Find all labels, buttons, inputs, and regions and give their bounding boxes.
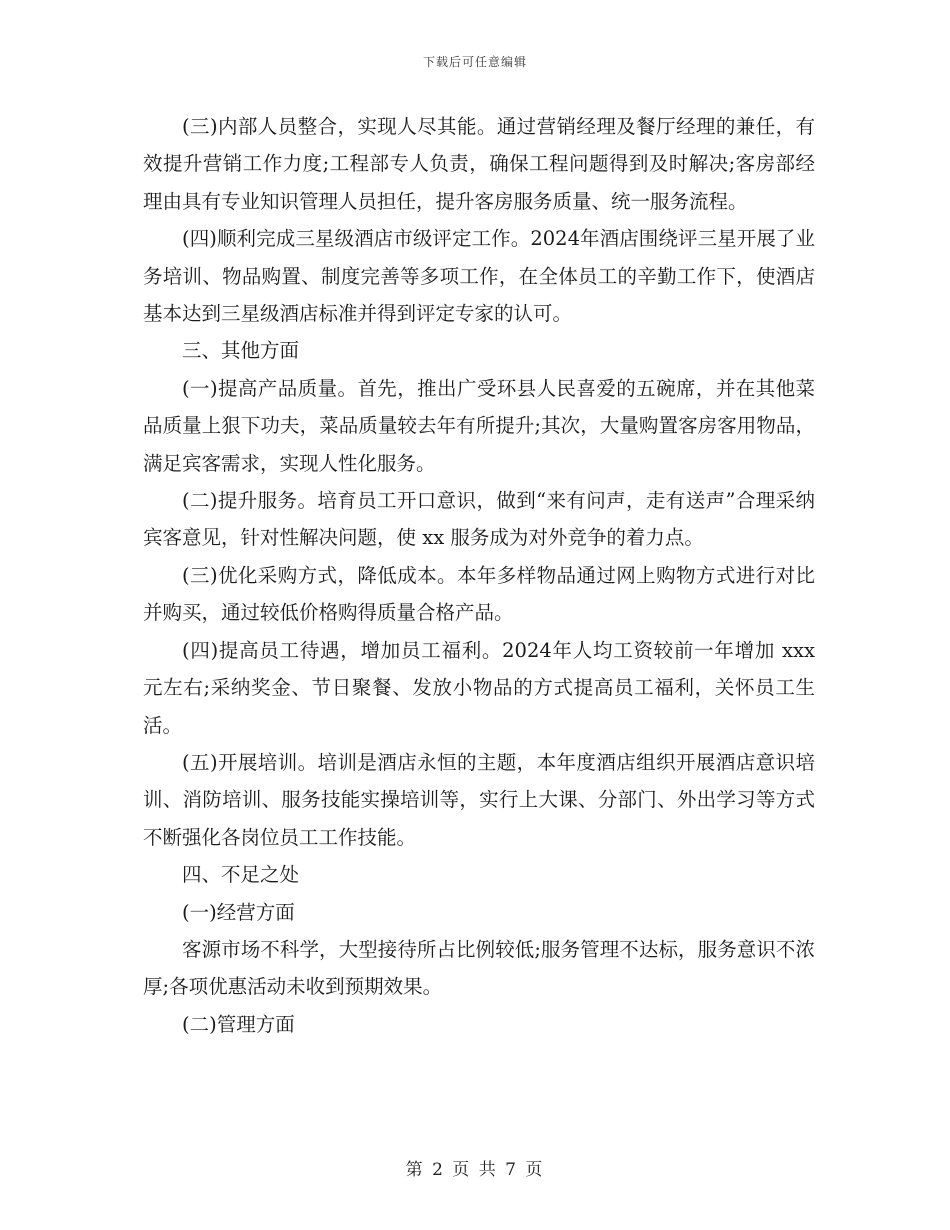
page-number: 第 2 页 共 7 页 xyxy=(405,1160,545,1180)
section-heading-other: 三、其他方面 xyxy=(182,339,300,363)
paragraph-internal-staff: (三)内部人员整合，实现人尽其能。通过营销经理及餐厅经理的兼任，有效提升营销工作力度;工程部专人负责，确保工程问题得到及时解决;客房部经理由具有专业知识管理人员担任，提升客房服务质量、统一服务流程。 xyxy=(143,115,815,213)
paragraph-training: (五)开展培训。培训是酒店永恒的主题，本年度酒店组织开展酒店意识培训、消防培训、服务技能实操培训等，实行上大课、分部门、外出学习等方式不断强化各岗位员工工作技能。 xyxy=(143,750,815,849)
document-body xyxy=(143,108,815,1043)
paragraph-operations-issues: 客源市场不科学，大型接待所占比例较低;服务管理不达标，服务意识不浓厚;各项优惠活动未收到预期效果。 xyxy=(143,937,815,999)
subheading-operations: (一)经营方面 xyxy=(182,900,295,924)
subheading-management: (二)管理方面 xyxy=(182,1012,295,1036)
paragraph-staff-benefits: (四)提高员工待遇，增加员工福利。2024年人均工资较前一年增加 xxx 元左右;采纳奖金、节日聚餐、发放小物品的方式提高员工福利，关怀员工生活。 xyxy=(143,638,815,737)
section-heading-shortcomings: 四、不足之处 xyxy=(182,863,300,887)
paragraph-three-star-rating: (四)顺利完成三星级酒店市级评定工作。2024年酒店围绕评三星开展了业务培训、物品购置、制度完善等多项工作，在全体员工的辛勤工作下，使酒店基本达到三星级酒店标准并得到评定专家的认可。 xyxy=(143,227,815,326)
page-header: 下载后可任意编辑 xyxy=(422,55,527,69)
paragraph-procurement: (三)优化采购方式，降低成本。本年多样物品通过网上购物方式进行对比并购买，通过较低价格购得质量合格产品。 xyxy=(143,563,815,625)
paragraph-service: (二)提升服务。培育员工开口意识，做到“来有问声，走有送声”合理采纳宾客意见，针对性解决问题，使 xx 服务成为对外竞争的着力点。 xyxy=(143,489,815,550)
paragraph-product-quality: (一)提高产品质量。首先，推出广受环县人民喜爱的五碗席，并在其他菜品质量上狠下功夫，菜品质量较去年有所提升;其次，大量购置客房客用物品，满足宾客需求，实现人性化服务。 xyxy=(143,376,815,475)
